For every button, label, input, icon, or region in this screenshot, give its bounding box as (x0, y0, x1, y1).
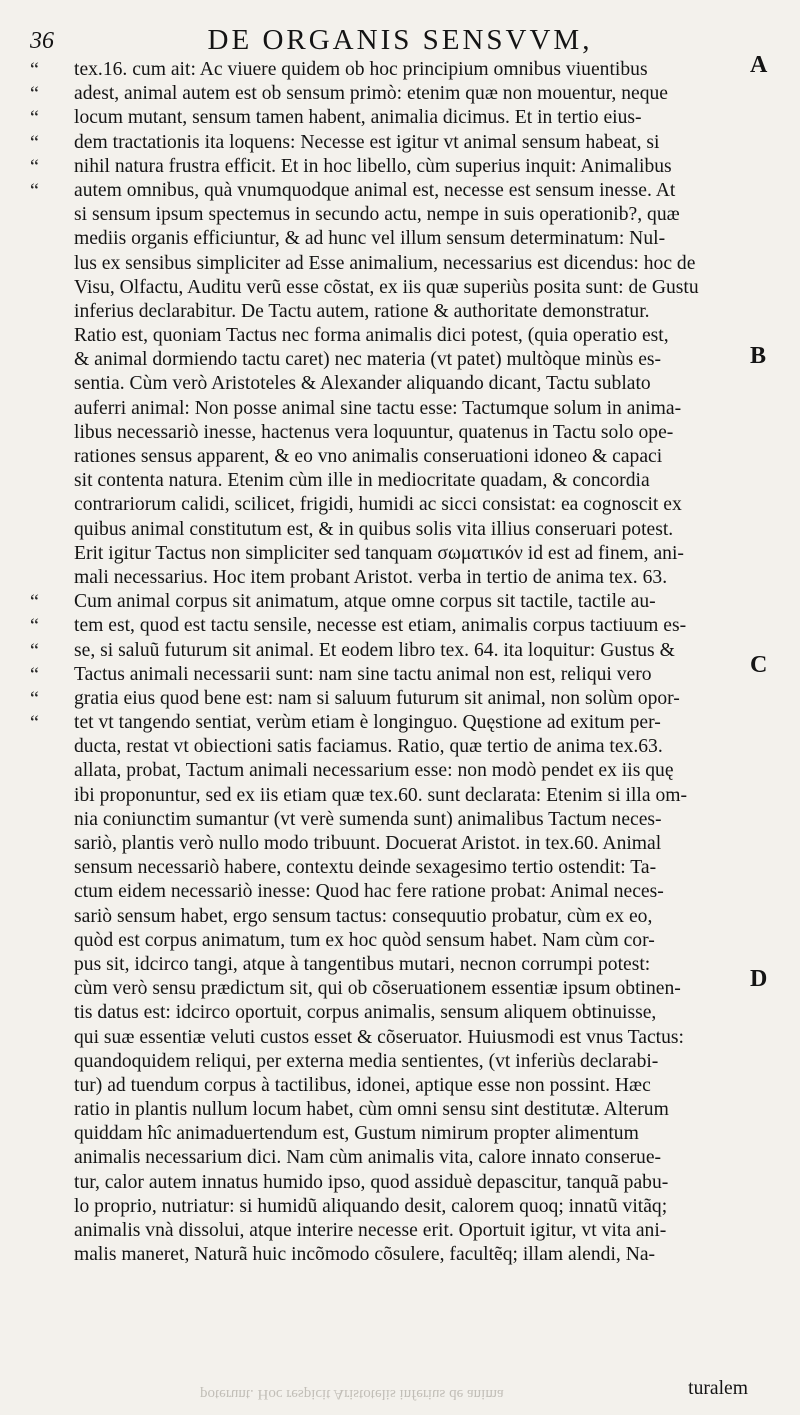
running-title: DE ORGANIS SENSVVM, (207, 24, 593, 56)
text-line (30, 1074, 752, 1098)
text-line (30, 348, 752, 372)
text-line (30, 735, 752, 759)
text-line (30, 929, 752, 953)
text-line (30, 155, 752, 179)
text-line (30, 252, 752, 276)
line-text: mali necessarius. Hoc item probant Aristot. verba in tertio de anima tex. 63. (74, 566, 668, 588)
line-text: dem tractationis ita loquens: Necesse est igitur vt animal sensum habeat, si (74, 131, 660, 153)
line-text: libus necessariò inesse, hactenus vera loquuntur, quatenus in Tactu solo ope- (74, 421, 674, 443)
quotation-mark: “ (30, 179, 39, 202)
text-line (30, 1146, 752, 1170)
quotation-mark: “ (30, 639, 39, 662)
margin-letter-a: A (750, 52, 768, 78)
line-text: Ratio est, quoniam Tactus nec forma animalis dici potest, (quia operatio est, (74, 325, 669, 347)
text-line (30, 832, 752, 856)
text-line (30, 1098, 752, 1122)
line-text: sensum necessariò habere, contextu deinde sexagesimo tertio ostendit: Ta- (74, 857, 657, 879)
line-text: tur, calor autem innatus humido ipso, quod assiduè depascitur, tanquã pabu- (74, 1171, 669, 1193)
text-line (30, 324, 752, 348)
text-line (30, 856, 752, 880)
line-text: ducta, restat vt obiectioni satis faciamus. Ratio, quæ tertio de anima tex.63. (74, 736, 663, 758)
line-text: tem est, quod est tactu sensile, necesse est etiam, animalis corpus tactiuum es- (74, 615, 687, 637)
text-line (30, 1026, 752, 1050)
line-text: animalis necessarium dici. Nam cùm animalis vita, calore innato conserue- (74, 1147, 662, 1169)
text-line (30, 590, 752, 614)
catchword: turalem (688, 1378, 748, 1399)
line-text: malis maneret, Naturã huic incõmodo cõsulere, facultẽq; illam alendi, Na- (74, 1244, 656, 1266)
text-line (30, 1122, 752, 1146)
line-text: inferius declarabitur. De Tactu autem, ratione & authoritate demonstratur. (74, 300, 650, 322)
text-line (30, 711, 752, 735)
line-text: sentia. Cùm verò Aristoteles & Alexander aliquando dicant, Tactu sublato (74, 373, 651, 395)
text-line (30, 518, 752, 542)
line-text: gratia eius quod bene est: nam si saluum futurum sit animal, non solùm opor- (74, 687, 680, 709)
line-text: cùm verò sensu prædictum sit, qui ob cõseruationem essentiæ ipsum obtinen- (74, 978, 681, 1000)
text-line (30, 905, 752, 929)
text-line (30, 421, 752, 445)
quotation-mark: “ (30, 59, 39, 81)
line-text: ratio in plantis nullum locum habet, cùm omni sensu sint destitutæ. Alterum (74, 1099, 669, 1121)
text-line (30, 300, 752, 324)
line-text: allata, probat, Tactum animali necessarium esse: non modò pendet ex iis quę (74, 760, 674, 782)
quotation-mark: “ (30, 107, 39, 130)
page-number: 36 (30, 28, 54, 54)
text-line (30, 445, 752, 469)
line-text: sit contenta natura. Etenim cùm ille in mediocritate quadam, & concordia (74, 470, 650, 492)
text-line (30, 1171, 752, 1195)
text-line (30, 784, 752, 808)
line-text: quandoquidem reliqui, per externa media sentientes, (vt inferiùs declarabi- (74, 1050, 659, 1072)
text-line (30, 1195, 752, 1219)
line-text: & animal dormiendo tactu caret) nec materia (vt patet) multòque minùs es- (74, 349, 662, 371)
quotation-mark: “ (30, 712, 39, 735)
text-line (30, 880, 752, 904)
line-text: lo proprio, nutriatur: si humidũ aliquando desit, calorem quoq; innatũ vitãq; (74, 1195, 668, 1217)
margin-letter-b: B (750, 343, 767, 369)
text-line (30, 469, 752, 493)
text-line (30, 639, 752, 663)
text-line (30, 397, 752, 421)
line-text: Erit igitur Tactus non simpliciter sed tanquam σωματικόν id est ad finem, ani- (74, 542, 684, 564)
text-line (30, 106, 752, 130)
text-line (30, 58, 752, 82)
line-text: autem omnibus, quà vnumquodque animal est, necesse est sensum inesse. At (74, 179, 676, 201)
line-text: mediis organis efficiuntur, & ad hunc vel illum sensum determinatum: Nul- (74, 228, 666, 250)
line-text: nia coniunctim sumantur (vt verè sumenda sunt) animalibus Tactum neces- (74, 808, 662, 830)
line-text: pus sit, idcirco tangi, atque à tangentibus mutari, necnon corrumpi potest: (74, 953, 651, 975)
quotation-mark: “ (30, 83, 39, 106)
line-text: auferri animal: Non posse animal sine tactu esse: Tactumque solum in anima- (74, 397, 682, 419)
quotation-mark: “ (30, 663, 39, 686)
body-text (30, 58, 752, 1267)
quotation-mark: “ (30, 687, 39, 710)
line-text: Visu, Olfactu, Auditu verũ esse cõstat, ex iis quæ superiùs posita sunt: de Gustu (74, 276, 699, 298)
line-text: adest, animal autem est ob sensum primò: etenim quæ non mouentur, neque (74, 83, 668, 105)
line-text: si sensum ipsum spectemus in secundo actu, nempe in suis operationib?, quæ (74, 204, 680, 226)
text-line (30, 1050, 752, 1074)
text-line (30, 203, 752, 227)
text-line (30, 179, 752, 203)
text-line (30, 953, 752, 977)
margin-letter-d: D (750, 966, 768, 992)
line-text: sariò, plantis verò nullo modo tribuunt. Docuerat Aristot. in tex.60. Animal (74, 833, 662, 854)
line-text: animalis vnà dissolui, atque interire necesse erit. Oportuit igitur, vt vita ani- (74, 1220, 667, 1241)
line-text: ibi proponuntur, sed ex iis etiam quæ tex.60. sunt declarata: Etenim si illa om- (74, 784, 688, 806)
text-line (30, 493, 752, 517)
text-line (30, 977, 752, 1001)
text-line (30, 1243, 752, 1267)
line-text: rationes sensus apparent, & eo vno animalis conseruationi idoneo & capaci (74, 446, 663, 467)
line-text: quibus animal constitutum est, & in quibus solis vita illius conseruari potest. (74, 518, 674, 540)
text-line (30, 808, 752, 832)
line-text: locum mutant, sensum tamen habent, animalia dicimus. Et in tertio eius- (74, 107, 642, 129)
text-line (30, 227, 752, 251)
text-line (30, 687, 752, 711)
line-text: contrariorum calidi, scilicet, frigidi, humidi ac sicci consistat: ea cognoscit ex (74, 494, 682, 516)
text-line (30, 566, 752, 590)
quotation-mark: “ (30, 591, 39, 614)
line-text: Tactus animali necessarii sunt: nam sine tactu animal non est, reliqui vero (74, 663, 652, 685)
quotation-mark: “ (30, 615, 39, 638)
line-text: tur) ad tuendum corpus à tactilibus, idonei, aptique esse non possint. Hæc (74, 1074, 651, 1096)
text-line (30, 276, 752, 300)
quotation-mark: “ (30, 155, 39, 178)
text-line (30, 372, 752, 396)
line-text: qui suæ essentiæ veluti custos esset & cõseruator. Huiusmodi est vnus Tactus: (74, 1026, 684, 1048)
line-text: tet vt tangendo sentiat, verùm etiam è longinguo. Quęstione ad exitum per- (74, 712, 661, 734)
line-text: sariò sensum habet, ergo sensum tactus: consequutio probatur, cùm ex eo, (74, 905, 653, 927)
text-line (30, 759, 752, 783)
line-text: se, si saluũ futurum sit animal. Et eodem libro tex. 64. ita loquitur: Gustus & (74, 639, 675, 661)
text-line (30, 1219, 752, 1243)
line-text: tex.16. cum ait: Ac viuere quidem ob hoc principium omnibus viuentibus (74, 59, 648, 80)
text-line (30, 614, 752, 638)
line-text: ctum eidem necessariò inesse: Quod hac fere ratione probat: Animal neces- (74, 881, 664, 903)
text-line (30, 82, 752, 106)
page-header (0, 22, 800, 62)
line-text: quòd est corpus animatum, tum ex hoc quòd sensum habet. Nam cùm cor- (74, 929, 655, 951)
line-text: lus ex sensibus simpliciter ad Esse animalium, necessarius est dicendus: hoc de (74, 252, 696, 274)
text-line (30, 131, 752, 155)
line-text: quiddam hîc animaduertendum est, Gustum nimirum propter alimentum (74, 1123, 639, 1145)
margin-letter-c: C (750, 652, 768, 678)
line-text: nihil natura frustra efficit. Et in hoc libello, cùm superius inquit: Animalibus (74, 155, 672, 177)
text-line (30, 542, 752, 566)
line-text: tis datus est: idcirco oportuit, corpus animalis, sensum aliquem obtinuisse, (74, 1002, 657, 1024)
quotation-mark: “ (30, 131, 39, 154)
line-text: Cum animal corpus sit animatum, atque omne corpus sit tactile, tactile au- (74, 591, 656, 613)
bleed-through-text: poterunt. Hoc respicit Aristotelis inferius de anima (200, 1386, 504, 1402)
text-line (30, 663, 752, 687)
text-line (30, 1001, 752, 1025)
